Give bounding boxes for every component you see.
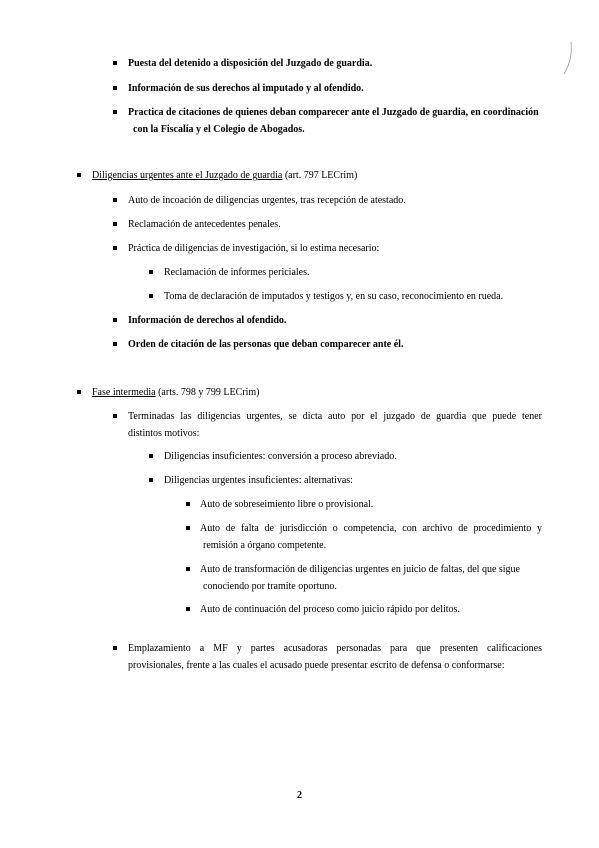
bullet-icon xyxy=(113,61,117,65)
bullet-icon xyxy=(113,246,117,250)
bullet-icon xyxy=(149,478,153,482)
bullet-icon xyxy=(113,110,117,114)
bullet-icon xyxy=(113,414,117,418)
bullet-icon xyxy=(113,198,117,202)
bullet-icon xyxy=(186,502,190,506)
bullet-icon xyxy=(149,294,153,298)
sub-list-item: Diligencias insuficientes: conversión a proceso abreviado. xyxy=(164,451,397,462)
bullet-icon xyxy=(149,270,153,274)
margin-mark xyxy=(560,40,574,80)
bullet-icon xyxy=(113,342,117,346)
list-item: Reclamación de antecedentes penales. xyxy=(128,219,281,230)
sub-sub-list-item: Auto de transformación de diligencias urgentes en juicio de faltas, del que sigue xyxy=(200,564,520,575)
sub-sub-list-item: Auto de continuación del proceso como juicio rápido por delitos. xyxy=(200,604,460,615)
bullet-icon xyxy=(186,607,190,611)
section-title: Fase intermedia xyxy=(92,387,156,398)
bullet-icon xyxy=(149,454,153,458)
sub-sub-list-item: Auto de sobreseimiento libre o provisional. xyxy=(200,499,374,510)
bullet-icon xyxy=(186,526,190,530)
section-heading-fase xyxy=(92,384,259,401)
bullet-icon xyxy=(113,222,117,226)
sub-sub-list-item: Auto de falta de jurisdicción o competencia, con archivo de procedimiento y xyxy=(200,523,542,534)
bullet-icon xyxy=(113,86,117,90)
list-item: Practica de citaciones de quienes deban comparecer ante el Juzgado de guardia, en coordinación xyxy=(128,107,539,118)
sub-sub-list-item-continuation: remisión a órgano competente. xyxy=(203,540,327,551)
list-item-continuation: distintos motivos: xyxy=(128,428,200,439)
bullet-icon xyxy=(77,173,81,177)
section-reference: (art. 797 LECrim) xyxy=(282,170,358,181)
bullet-icon xyxy=(113,318,117,322)
bullet-icon xyxy=(113,646,117,650)
section-title: Diligencias urgentes ante el Juzgado de guardia xyxy=(92,170,283,181)
list-item: Emplazamiento a MF y partes acusadoras personadas para que presenten calificaciones xyxy=(128,643,542,654)
bullet-icon xyxy=(186,567,190,571)
sub-list-item: Diligencias urgentes insuficientes: alternativas: xyxy=(164,475,353,486)
sub-sub-list-item-continuation: conociendo por tramite oportuno. xyxy=(203,581,337,592)
list-item: Información de sus derechos al imputado y al ofendido. xyxy=(128,83,364,94)
section-heading-diligencias xyxy=(92,167,357,184)
list-item: Puesta del detenido a disposición del Juzgado de guardia. xyxy=(128,58,373,69)
list-item: Auto de incoación de diligencias urgentes, tras recepción de atestado. xyxy=(128,195,406,206)
section-reference: (arts. 798 y 799 LECrim) xyxy=(155,387,260,398)
list-item: Práctica de diligencias de investigación, si lo estima necesario: xyxy=(128,243,380,254)
list-item-continuation: provisionales, frente a las cuales el acusado puede presentar escrito de defensa o conformarse: xyxy=(128,660,505,671)
sub-list-item: Toma de declaración de imputados y testigos y, en su caso, reconocimiento en rueda. xyxy=(164,291,504,302)
list-item: Terminadas las diligencias urgentes, se dicta auto por el juzgado de guardia que puede tener xyxy=(128,411,542,422)
page-number: 2 xyxy=(297,790,302,801)
list-item-continuation: con la Fiscalía y el Colegio de Abogados. xyxy=(133,124,305,135)
bullet-icon xyxy=(77,390,81,394)
list-item: Información de derechos al ofendido. xyxy=(128,315,287,326)
sub-list-item: Reclamación de informes periciales. xyxy=(164,267,310,278)
list-item: Orden de citación de las personas que deban comparecer ante él. xyxy=(128,339,404,350)
